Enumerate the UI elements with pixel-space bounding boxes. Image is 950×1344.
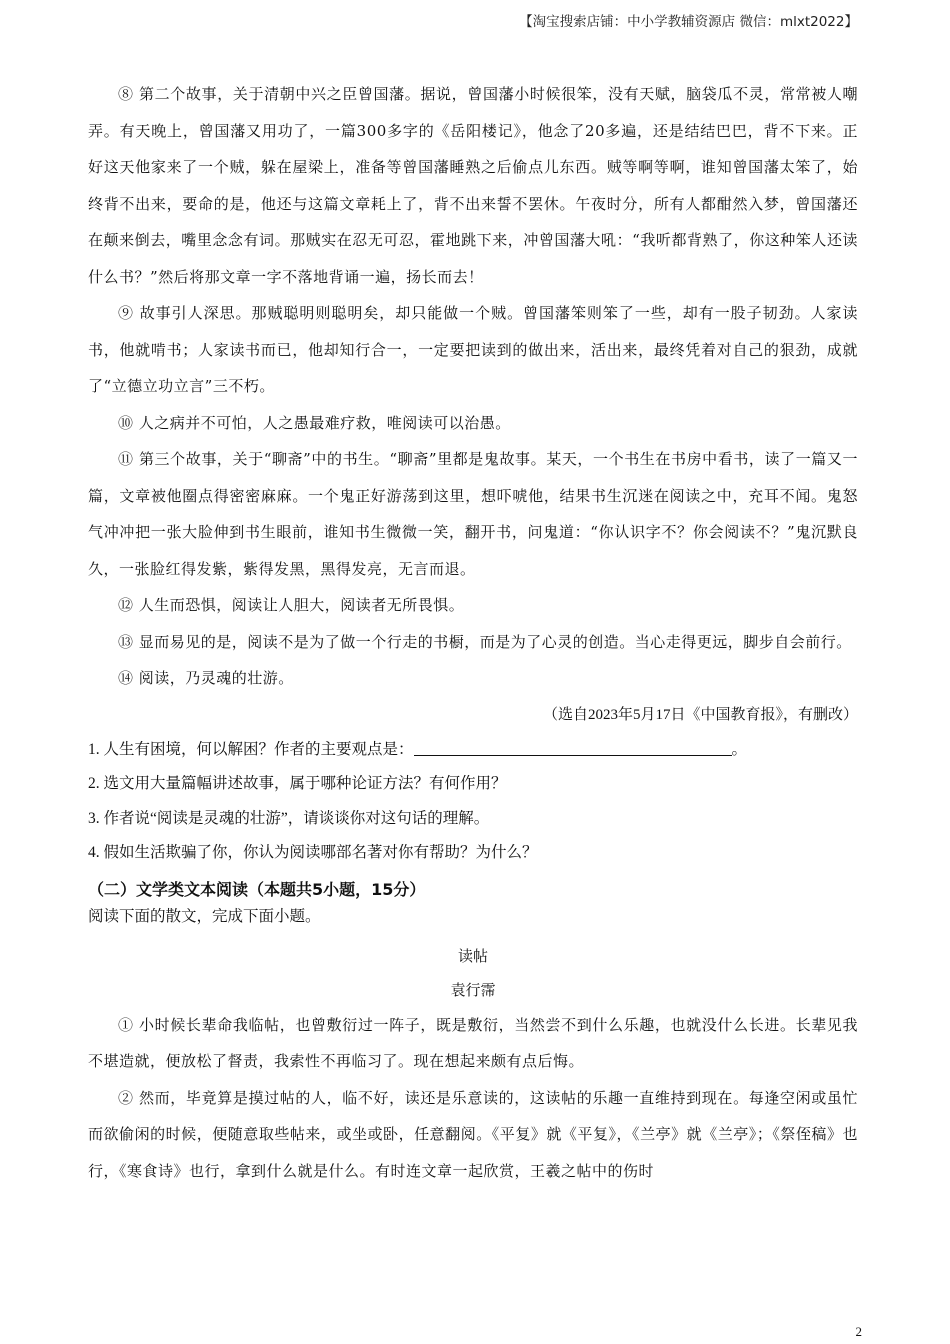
section-instruction: 阅读下面的散文，完成下面小题。 <box>88 907 321 925</box>
page-number: 2 <box>855 1324 862 1339</box>
paragraph-14: ⑭ 阅读，乃灵魂的壮游。 <box>118 669 294 687</box>
page-header: 【淘宝搜索店铺：中小学教辅资源店 微信：mlxt2022】 <box>519 14 858 30</box>
question-4: 4. 假如生活欺骗了你，你认为阅读哪部名著对你有帮助？为什么？ <box>88 844 538 861</box>
paragraph-9: ⑨ 故事引人深思。那贼聪明则聪明矣，却只能做一个贼。曾国藩笨则笨了一些，却有一股子韧劲。人家读书，他就啃书；人家读书而已，他却知行合一，一定要把读到的做出来，活出来，最终凭着对自己的狠劲，成就了“立德立功立言”三不朽。 <box>88 304 858 395</box>
document-body <box>88 76 858 1189</box>
essay-title: 读帖 <box>457 946 488 965</box>
paragraph-11: ⑪ 第三个故事，关于“聊斋”中的书生。“聊斋”里都是鬼故事。某天，一个书生在书房中看书，读了一篇又一篇，文章被他圈点得密密麻麻。一个鬼正好游荡到这里，想吓唬他，结果书生沉迷在阅读之中，充耳不闻。鬼怒气冲冲把一张大脸伸到书生眼前，谁知书生微微一笑，翻开书，问鬼道：“你认识字不？你会阅读不？”鬼沉默良久，一张脸红得发紫，紫得发黑，黑得发亮，无言而退。 <box>88 450 858 578</box>
question-3: 3. 作者说“阅读是灵魂的壮游”，请谈谈你对这句话的理解。 <box>88 809 490 827</box>
answer-blank[interactable] <box>414 737 732 756</box>
essay-author: 袁行霈 <box>450 980 496 999</box>
paragraph-8: ⑧ 第二个故事，关于清朝中兴之臣曾国藩。据说，曾国藩小时候很笨，没有天赋，脑袋瓜不灵，常常被人嘲弄。有天晚上，曾国藩又用功了，一篇300多字的《岳阳楼记》，他念了20多遍，还是结结巴巴，背不下来。正好这天他家来了一个贼，躲在屋梁上，准备等曾国藩睡熟之后偷点儿东西。贼等啊等啊，谁知曾国藩太笨了，始终背不出来，要命的是，他还与这篇文章耗上了，背不出来誓不罢休。午夜时分，所有人都酣然入梦，曾国藩还在颠来倒去，嘴里念念有词。那贼实在忍无可忍，霍地跳下来，冲曾国藩大吼：“我听都背熟了，你这种笨人还读什么书？”然后将那文章一字不落地背诵一遍，扬长而去！ <box>88 85 858 286</box>
source-citation: （选自2023年5月17日《中国教育报》，有删改） <box>542 706 858 723</box>
question-1-text: 1. 人生有困境，何以解困？作者的主要观点是： <box>88 740 414 758</box>
question-1-suffix: 。 <box>731 740 748 758</box>
section-title: （二）文学类文本阅读（本题共5小题，15分） <box>88 879 426 899</box>
paragraph-10: ⑩ 人之病并不可怕，人之愚最难疗救，唯阅读可以治愚。 <box>118 413 511 432</box>
paragraph-13: ⑬ 显而易见的是，阅读不是为了做一个行走的书橱，而是为了心灵的创造。当心走得更远，脚步自会前行。 <box>118 632 852 651</box>
essay-paragraph-1: ① 小时候长辈命我临帖，也曾敷衍过一阵子，既是敷衍，当然尝不到什么乐趣，也就没什么长进。长辈见我不堪造就，便放松了督责，我索性不再临习了。现在想起来颇有点后悔。 <box>88 1015 858 1070</box>
essay-paragraph-2: ② 然而，毕竟算是摸过帖的人，临不好，读还是乐意读的，这读帖的乐趣一直维持到现在。每逢空闲或虽忙而欲偷闲的时候，便随意取些帖来，或坐或卧，任意翻阅。《平复》就《平复》，《兰亭》就《兰亭》；《祭侄稿》也行，《寒食诗》也行，拿到什么就是什么。有时连文章一起欣赏，王羲之帖中的伤时 <box>88 1088 858 1180</box>
question-1 <box>88 733 858 768</box>
question-2: 2. 选文用大量篇幅讲述故事，属于哪种论证方法？有何作用？ <box>88 775 507 792</box>
paragraph-12: ⑫ 人生而恐惧，阅读让人胆大，阅读者无所畏惧。 <box>118 596 465 614</box>
